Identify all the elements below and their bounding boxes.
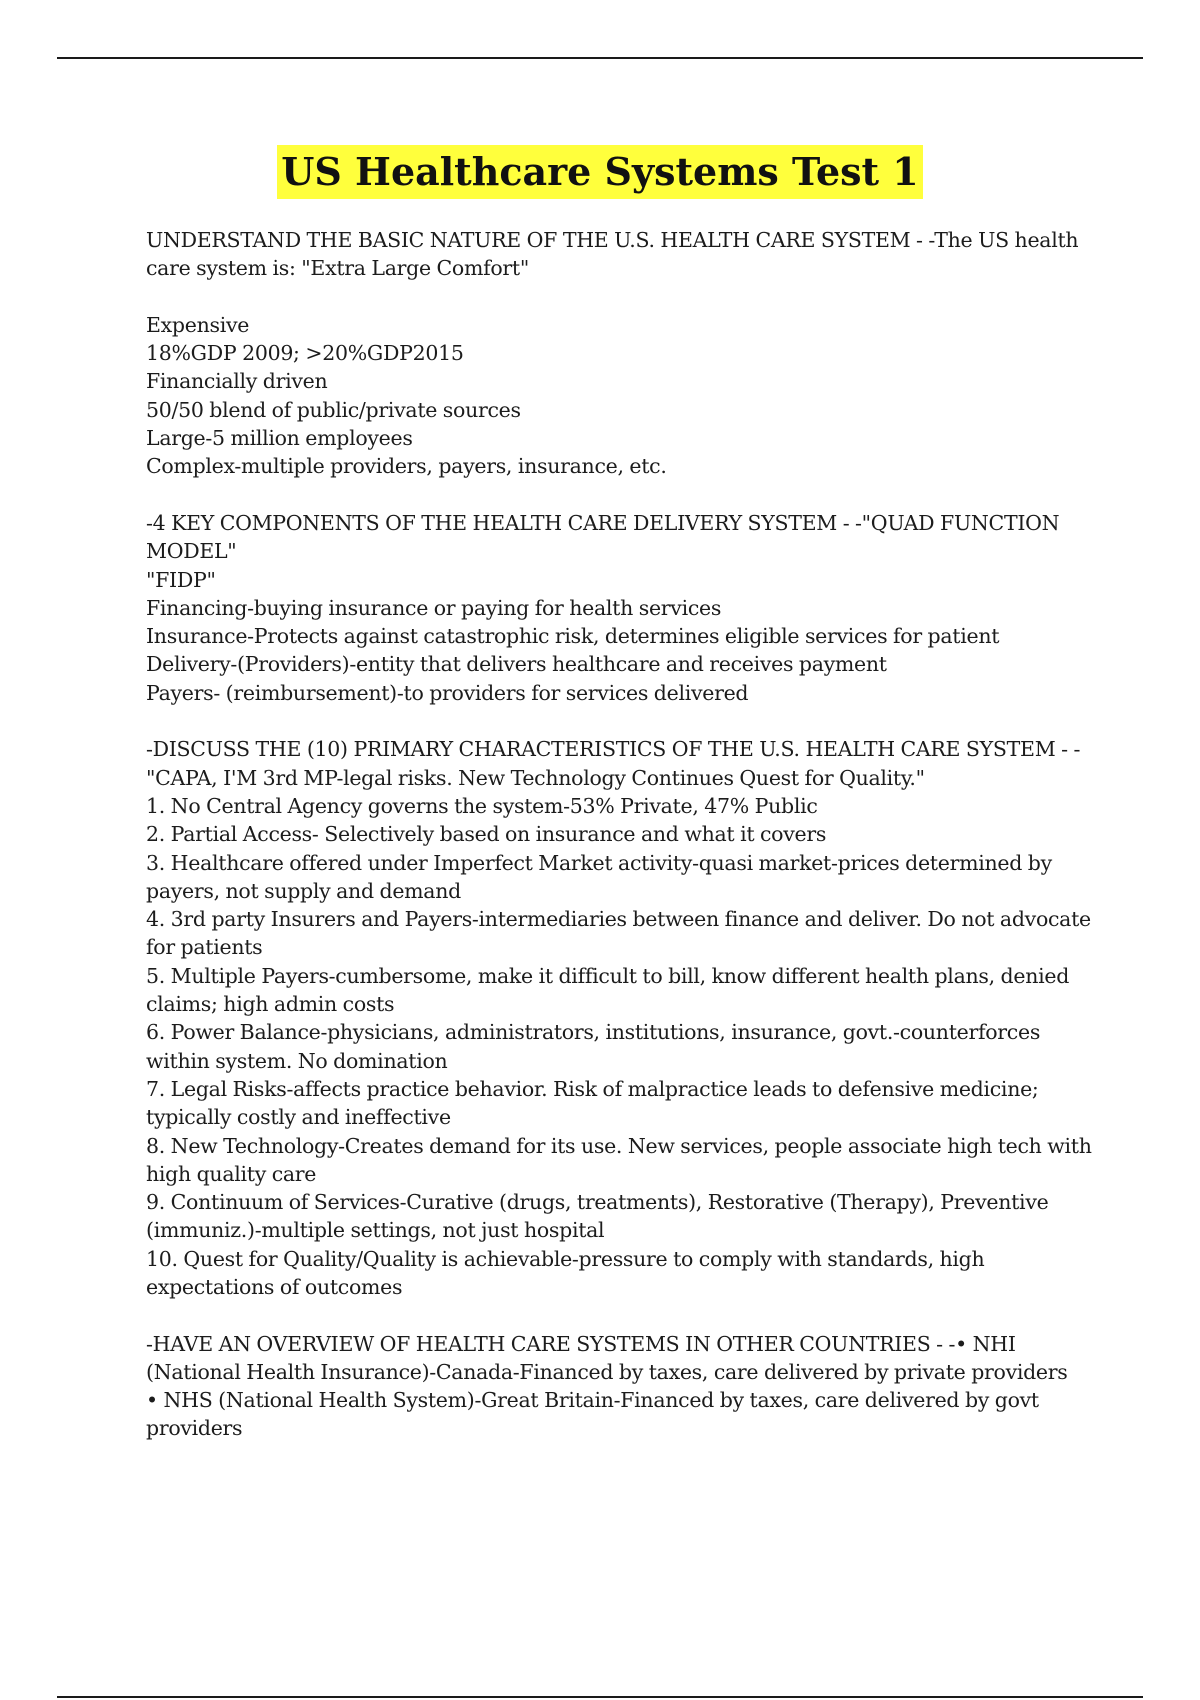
section-heading: -4 KEY COMPONENTS OF THE HEALTH CARE DELIVERY SYSTEM - -"QUAD FUNCTION MODEL" — [146, 510, 1060, 564]
basic-nature-list — [146, 311, 1096, 481]
numbered-item: 5. Multiple Payers-cumbersome, make it difficult to bill, know different health plans, denied claims; high admin costs — [146, 963, 1070, 1017]
numbered-item: 8. New Technology-Creates demand for its use. New services, people associate high tech with high quality care — [146, 1133, 1092, 1186]
list-item: • NHS (National Health System)-Great Britain-Financed by taxes, care delivered by govt providers — [146, 1388, 1039, 1441]
section-heading: -DISCUSS THE (10) PRIMARY CHARACTERISTICS OF THE U.S. HEALTH CARE SYSTEM - -"CAPA, I'M 3rd MP-legal risks. New Technology Continues Quest for Quality." — [146, 737, 1081, 790]
section-basic-nature — [146, 226, 1096, 283]
list-item: Expensive — [146, 312, 250, 337]
list-item: Complex-multiple providers, payers, insurance, etc. — [146, 454, 667, 479]
numbered-item: 1. No Central Agency governs the system-53% Private, 47% Public — [146, 793, 818, 818]
numbered-item: 7. Legal Risks-affects practice behavior. Risk of malpractice leads to defensive medicine; typically costly and ineffective — [146, 1076, 1039, 1130]
list-item: Large-5 million employees — [146, 426, 413, 451]
bottom-rule — [57, 1696, 1143, 1698]
numbered-item: 6. Power Balance-physicians, administrators, institutions, insurance, govt.-counterforces within system. No domination — [146, 1020, 1041, 1073]
numbered-item: 9. Continuum of Services-Curative (drugs, treatments), Restorative (Therapy), Preventive (immuniz.)-multiple settings, not just hospital — [146, 1190, 1049, 1243]
list-item: Financing-buying insurance or paying for health services — [146, 595, 722, 620]
numbered-item: 3. Healthcare offered under Imperfect Market activity-quasi market-prices determined by payers, not supply and demand — [146, 850, 1052, 903]
section-heading: -HAVE AN OVERVIEW OF HEALTH CARE SYSTEMS IN OTHER COUNTRIES - -• NHI (National Health Insurance)-Canada-Financed by taxes, care delivered by private providers — [146, 1331, 1068, 1384]
document-body — [146, 226, 1096, 1471]
section-other-countries — [146, 1330, 1096, 1443]
page-title: US Healthcare Systems Test 1 — [277, 145, 923, 199]
numbered-item: 10. Quest for Quality/Quality is achievable-pressure to comply with standards, high expectations of outcomes — [146, 1246, 985, 1299]
title-container — [0, 145, 1200, 199]
section-key-components — [146, 509, 1096, 707]
list-item: Payers- (reimbursement)-to providers for services delivered — [146, 680, 749, 705]
numbered-item: 2. Partial Access- Selectively based on insurance and what it covers — [146, 822, 827, 847]
list-item: Financially driven — [146, 369, 328, 394]
list-item: Insurance-Protects against catastrophic risk, determines eligible services for patient — [146, 624, 1000, 649]
section-heading: UNDERSTAND THE BASIC NATURE OF THE U.S. HEALTH CARE SYSTEM - -The US health care system is: "Extra Large Comfort" — [146, 228, 1079, 281]
list-item: 18%GDP 2009; >20%GDP2015 — [146, 341, 464, 366]
numbered-item: 4. 3rd party Insurers and Payers-intermediaries between finance and deliver. Do not advocate for patients — [146, 907, 1091, 960]
section-characteristics — [146, 735, 1096, 1301]
top-rule — [57, 57, 1143, 59]
list-item: 50/50 blend of public/private sources — [146, 397, 521, 422]
list-item: "FIDP" — [146, 567, 216, 592]
list-item: Delivery-(Providers)-entity that delivers healthcare and receives payment — [146, 652, 887, 677]
